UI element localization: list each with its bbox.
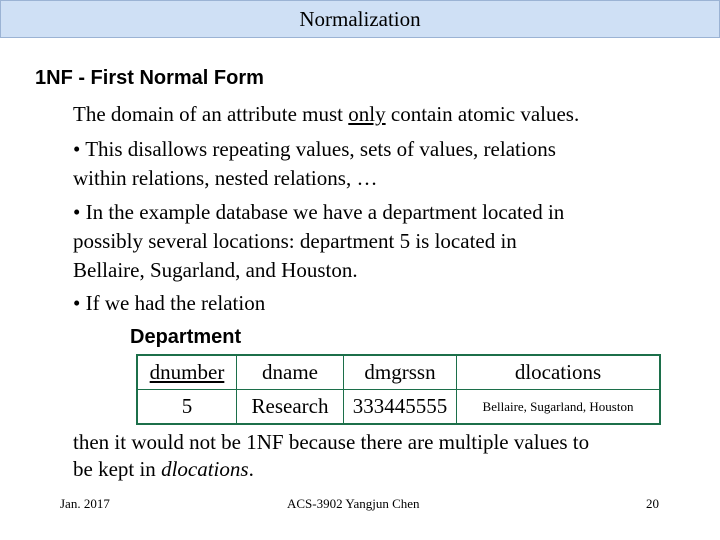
bullet-2-line-2: possibly several locations: department 5 is located in [73,229,517,253]
slide-title: Normalization [299,7,421,31]
footer-course: ACS-3902 Yangjun Chen [287,496,420,511]
bullet-1-line-2: within relations, nested relations, … [73,166,378,190]
cell-dnumber: 5 [137,390,237,425]
department-table [136,354,661,425]
header-dname: dname [237,355,344,390]
conclusion-italic-term: dlocations [161,457,249,481]
conclusion-line-1: then it would not be 1NF because there are multiple values to [73,430,590,454]
footer-date: Jan. 2017 [60,496,110,511]
header-dlocations: dlocations [457,355,661,390]
bullet-3-line-1: • If we had the relation [73,291,266,315]
header-dmgrssn: dmgrssn [344,355,457,390]
bullet-2-line-1: • In the example database we have a department located in [73,200,565,224]
bullet-2-line-3: Bellaire, Sugarland, and Houston. [73,258,358,282]
header-dnumber [137,355,237,390]
table-row [137,390,660,425]
definition-line [73,100,579,129]
bullet-1-line-1: • This disallows repeating values, sets of values, relations [73,137,556,161]
section-heading: 1NF - First Normal Form [35,67,264,89]
conclusion-text: be kept in [73,457,162,481]
definition-text-start: The domain of an attribute must [73,102,349,126]
cell-dmgrssn: 333445555 [344,390,457,425]
footer-page-number: 20 [646,496,659,511]
conclusion-line-2 [73,455,254,484]
header-dnumber-text: dnumber [149,360,225,384]
definition-emphasis: only [348,102,386,126]
cell-dname: Research [237,390,344,425]
cell-dlocations: Bellaire, Sugarland, Houston [457,390,661,425]
definition-text-end: contain atomic values. [385,102,580,126]
conclusion-period: . [248,457,254,481]
title-bar [0,0,720,38]
table-header-row [137,355,660,390]
relation-name: Department [130,326,242,348]
